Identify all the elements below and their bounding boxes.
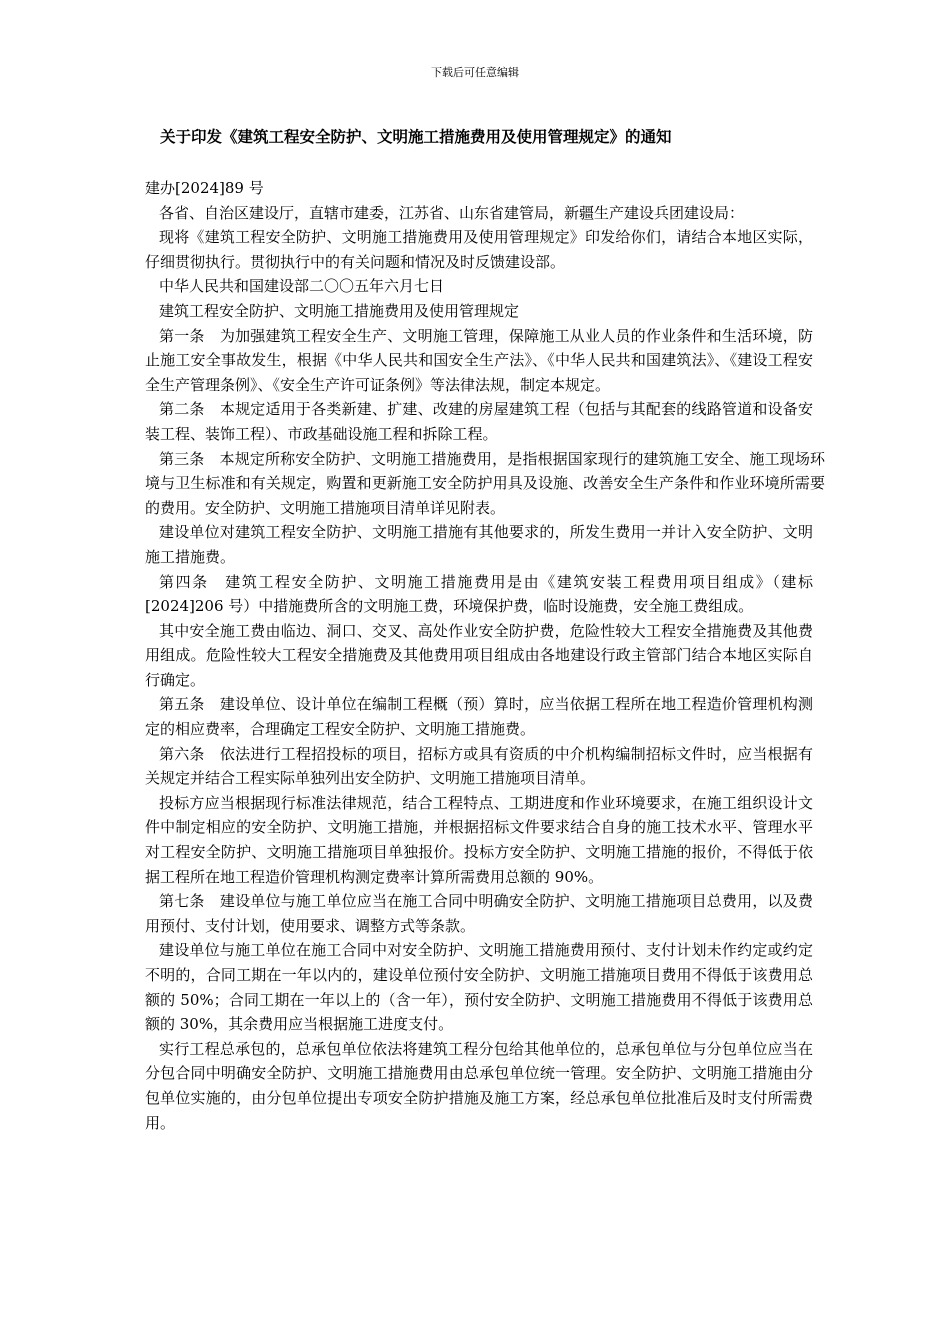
article-1-paragraph: 第一条 为加强建筑工程安全生产、文明施工管理，保障施工从业人员的作业条件和生活环境，防止施工安全事故发生，根据《中华人民共和国安全生产法》、《中华人民共和国建筑法》、《建设工程安全生产管理条例》、《安全生产许可证条例》等法律法规，制定本规定。	[145, 326, 813, 394]
article-2-paragraph: 第二条 本规定适用于各类新建、扩建、改建的房屋建筑工程（包括与其配套的线路管道和设备安装工程、装饰工程）、市政基础设施工程和拆除工程。	[145, 400, 813, 443]
notice-paragraph: 现将《建筑工程安全防护、文明施工措施费用及使用管理规定》印发给你们，请结合本地区实际，仔细贯彻执行。贯彻执行中的有关问题和情况及时反馈建设部。	[145, 228, 813, 271]
article-3-paragraph: 第三条 本规定所称安全防护、文明施工措施费用，是指根据国家现行的建筑施工安全、施工现场环境与卫生标准和有关规定，购置和更新施工安全防护用具及设施、改善安全生产条件和作业环境所需要的费用。安全防护、文明施工措施项目清单详见附表。	[145, 449, 825, 517]
general-contract-paragraph: 实行工程总承包的，总承包单位依法将建筑工程分包给其他单位的，总承包单位与分包单位应当在分包合同中明确安全防护、文明施工措施费用由总承包单位统一管理。安全防护、文明施工措施由分包单位实施的，由分包单位提出专项安全防护措施及施工方案，经总承包单位批准后及时支付所需费用。	[145, 1039, 813, 1132]
article-6-supplement-paragraph: 投标方应当根据现行标准法律规范，结合工程特点、工期进度和作业环境要求，在施工组织设计文件中制定相应的安全防护、文明施工措施，并根据招标文件要求结合自身的施工技术水平、管理水平对工程安全防护、文明施工措施项目单独报价。投标方安全防护、文明施工措施的报价，不得低于依据工程所在地工程造价管理机构测定费率计算所需费用总额的 90%。	[145, 793, 813, 886]
article-4-supplement-paragraph: 其中安全施工费由临边、洞口、交叉、高处作业安全防护费，危险性较大工程安全措施费及其他费用组成。危险性较大工程安全措施费及其他费用项目组成由各地建设行政主管部门结合本地区实际自行确定。	[145, 621, 813, 689]
article-5-paragraph: 第五条 建设单位、设计单位在编制工程概（预）算时，应当依据工程所在地工程造价管理机构测定的相应费率，合理确定工程安全防护、文明施工措施费。	[145, 695, 813, 739]
regulation-title: 建筑工程安全防护、文明施工措施费用及使用管理规定	[159, 301, 520, 320]
document-title: 关于印发《建筑工程安全防护、文明施工措施费用及使用管理规定》的通知	[160, 127, 672, 146]
document-body	[145, 176, 825, 1135]
document-number: 建办[2024]89 号	[145, 179, 264, 197]
page-header-note: 下载后可任意编辑	[431, 66, 519, 79]
article-3-supplement-paragraph: 建设单位对建筑工程安全防护、文明施工措施有其他要求的，所发生费用一并计入安全防护、文明施工措施费。	[145, 523, 813, 566]
article-6-paragraph: 第六条 依法进行工程招投标的项目，招标方或具有资质的中介机构编制招标文件时，应当根据有关规定并结合工程实际单独列出安全防护、文明施工措施项目清单。	[145, 744, 813, 788]
issuer-date-line: 中华人民共和国建设部二〇〇五年六月七日	[159, 277, 445, 296]
addressee-paragraph: 各省、自治区建设厅，直辖市建委，江苏省、山东省建管局，新疆生产建设兵团建设局：	[159, 203, 745, 222]
article-7-paragraph: 第七条 建设单位与施工单位应当在施工合同中明确安全防护、文明施工措施项目总费用，以及费用预付、支付计划，使用要求、调整方式等条款。	[145, 892, 813, 935]
article-7-supplement-paragraph: 建设单位与施工单位在施工合同中对安全防护、文明施工措施费用预付、支付计划未作约定或约定不明的，合同工期在一年以内的，建设单位预付安全防护、文明施工措施项目费用不得低于该费用总额的 50%；合同工期在一年以上的（含一年），预付安全防护、文明施工措施费用不得低于该费用总额的 30%，其余费用应当根据施工进度支付。	[145, 941, 813, 1034]
article-4-paragraph: 第四条 建筑工程安全防护、文明施工措施费用是由《建筑安装工程费用项目组成》（建标[2024]206 号）中措施费所含的文明施工费，环境保护费，临时设施费，安全施工费组成。	[145, 572, 813, 616]
